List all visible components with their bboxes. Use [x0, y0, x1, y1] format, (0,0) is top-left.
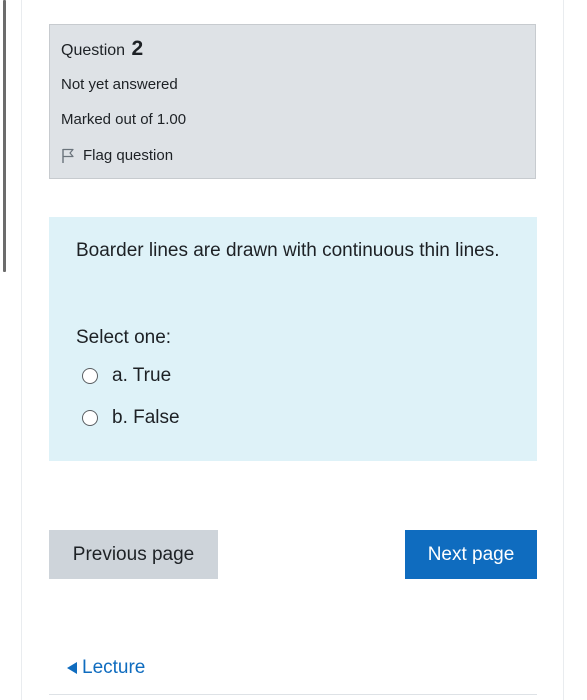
radio-button[interactable]	[82, 410, 98, 426]
question-state: Not yet answered	[61, 76, 178, 93]
question-text: Boarder lines are drawn with continuous thin lines.	[76, 240, 500, 261]
flag-icon	[61, 148, 75, 164]
flag-question-link[interactable]	[61, 147, 173, 164]
question-grade: Marked out of 1.00	[61, 111, 187, 128]
radio-button[interactable]	[82, 368, 98, 384]
answer-option-false[interactable]	[82, 407, 180, 429]
lecture-link-label: Lecture	[82, 657, 146, 678]
question-title	[61, 37, 143, 61]
left-triangle-icon	[67, 662, 77, 674]
question-content-panel	[49, 217, 537, 461]
answer-option-label: b. False	[112, 407, 180, 428]
content-right-border	[563, 0, 564, 700]
scrollbar[interactable]	[3, 0, 6, 272]
answer-option-true[interactable]	[82, 365, 171, 387]
next-page-button[interactable]: Next page	[405, 530, 537, 579]
previous-page-button[interactable]: Previous page	[49, 530, 218, 579]
question-title-prefix: Question	[61, 42, 126, 59]
content-left-border	[21, 0, 22, 700]
back-to-lecture-link[interactable]	[67, 657, 145, 679]
question-info-panel	[49, 24, 536, 179]
divider	[49, 694, 537, 695]
flag-question-label: Flag question	[83, 147, 174, 164]
answer-option-label: a. True	[112, 365, 172, 386]
question-number: 2	[131, 37, 144, 60]
select-prompt: Select one:	[76, 327, 172, 348]
